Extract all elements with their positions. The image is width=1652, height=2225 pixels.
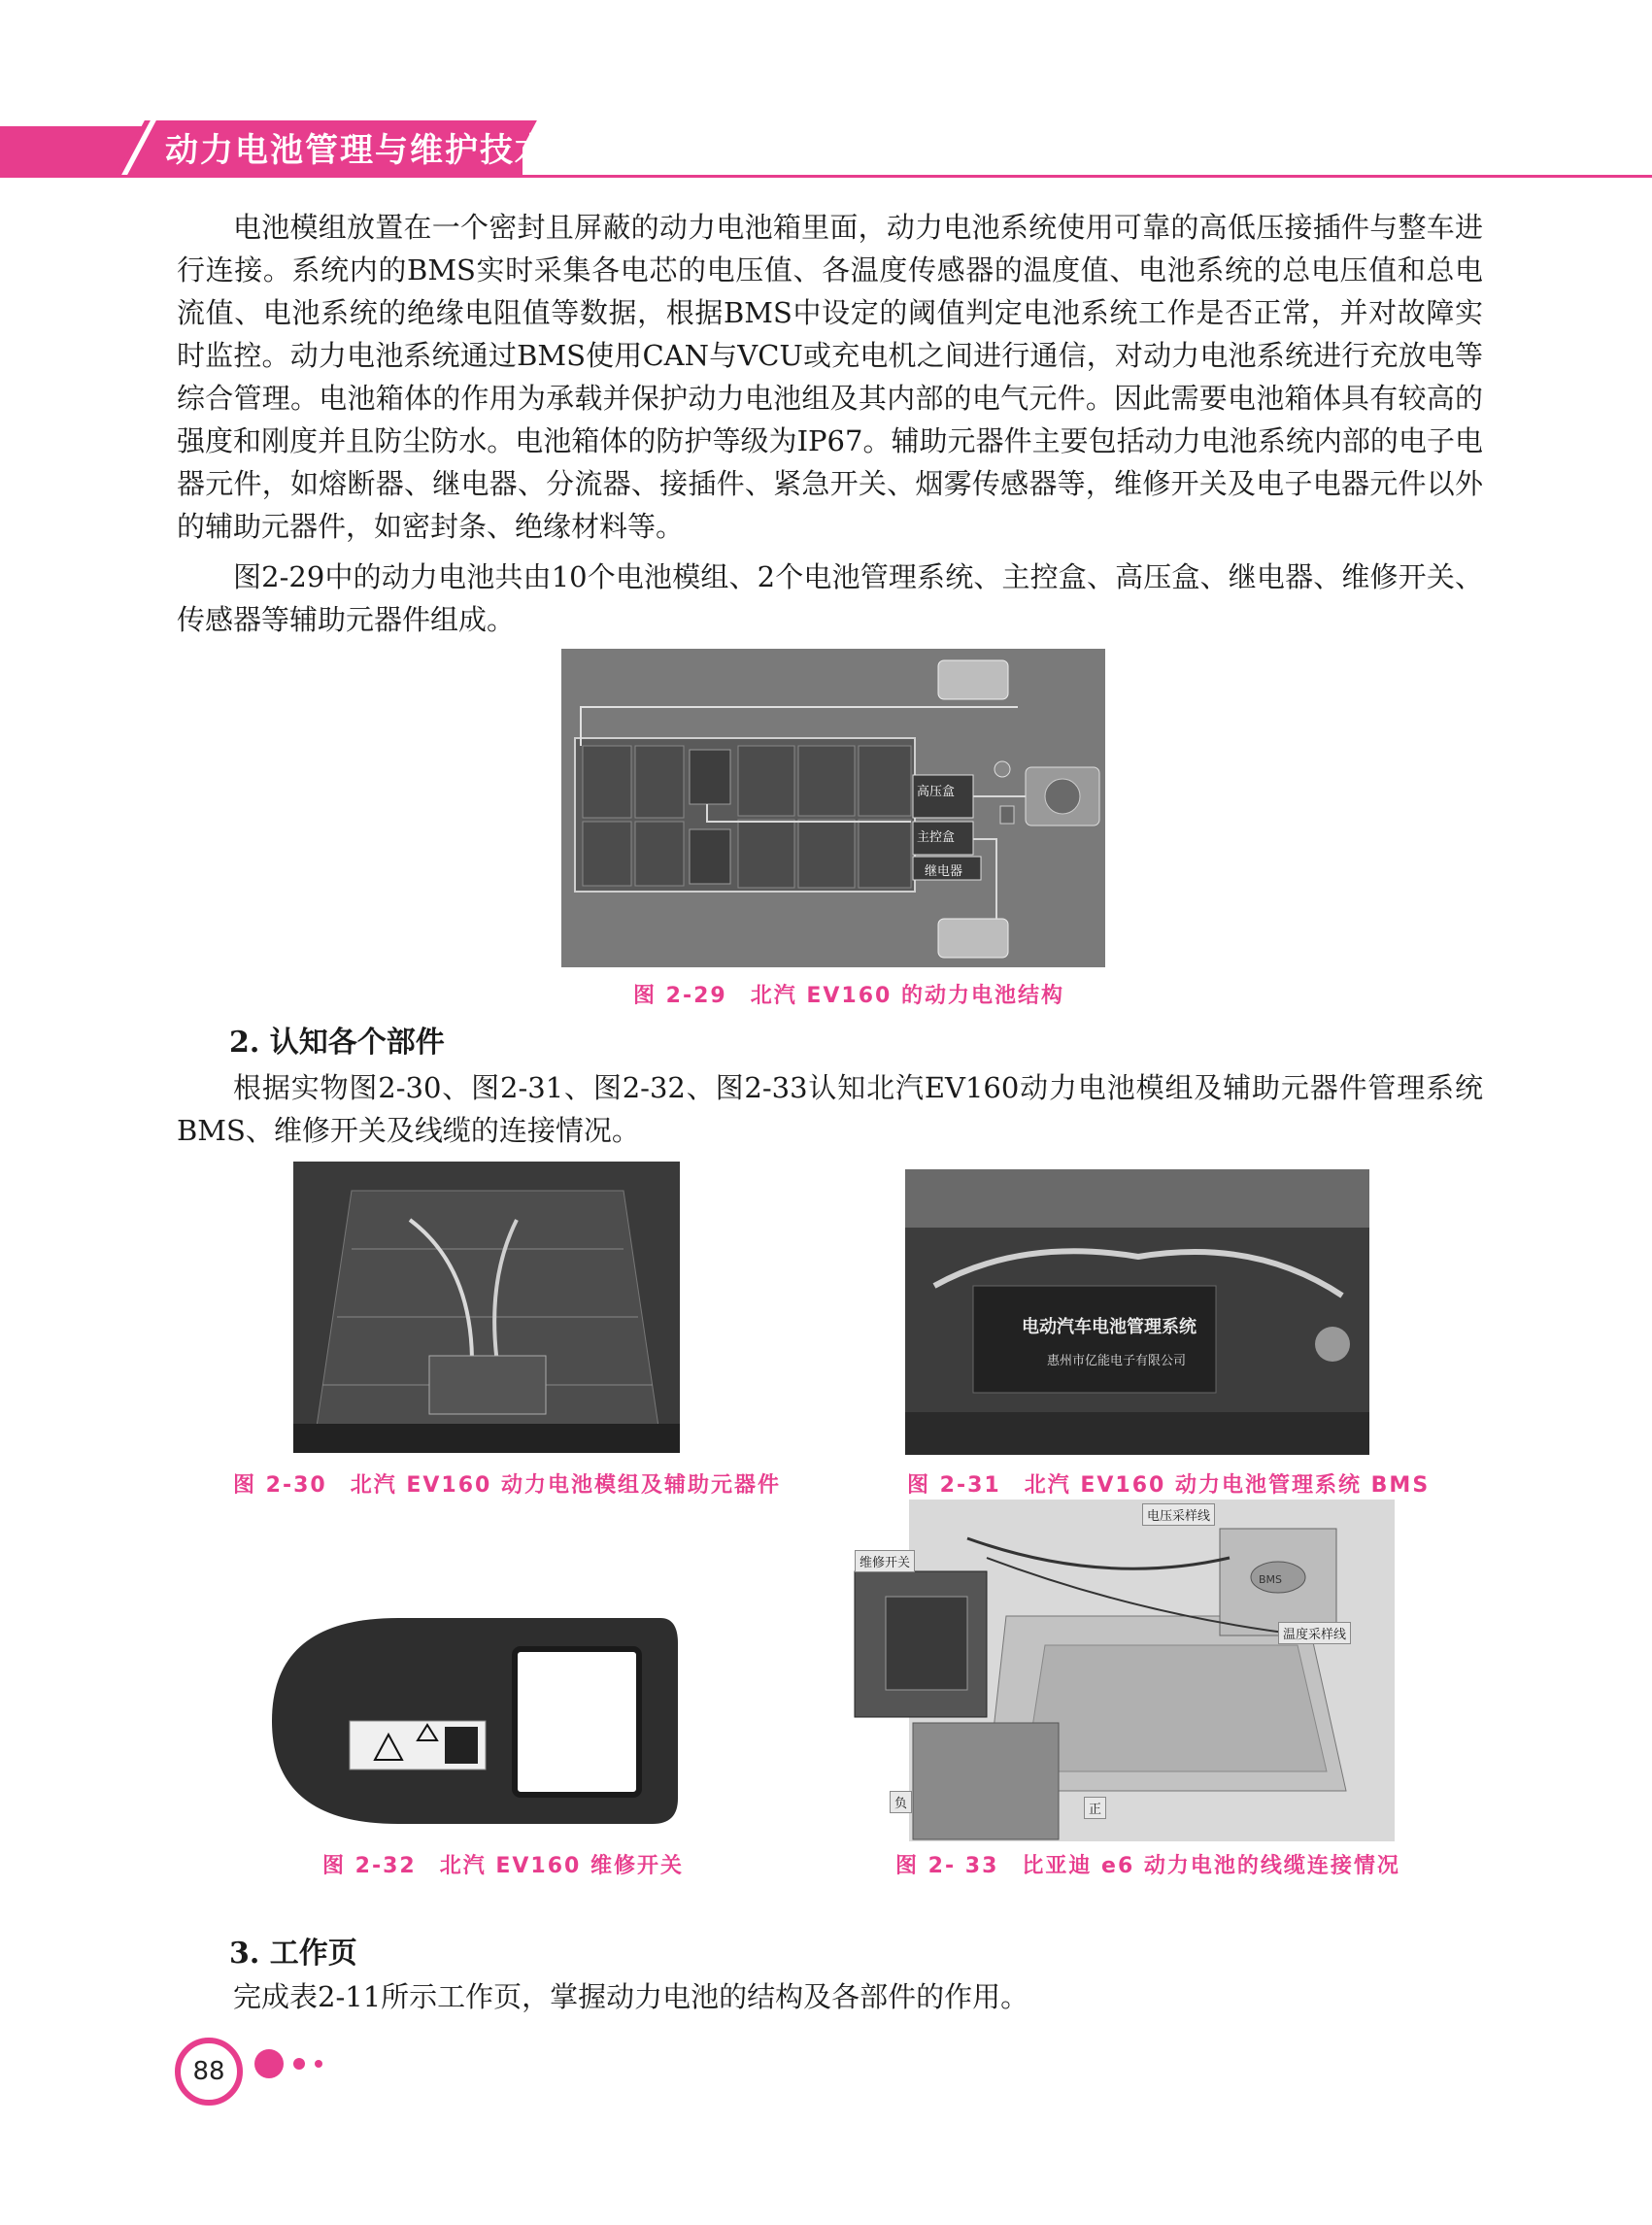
paragraph-worksheet: 完成表2-11所示工作页，掌握动力电池的结构及各部件的作用。 xyxy=(233,1980,1029,2013)
caption-figure-2-32: 图 2-32 北汽 EV160 维修开关 xyxy=(322,1854,685,1878)
figure-2-32-service-switch-photo xyxy=(272,1614,680,1828)
paragraph-battery-system: 电池模组放置在一个密封且屏蔽的动力电池箱里面，动力电池系统使用可靠的高低压接插件与整车进行连接。系统内的BMS实时采集各电芯的电压值、各温度传感器的温度值、电池系统的总电压值和总电流值、电池系统的绝缘电阻值等数据，根据BMS中设定的阈值判定电池系统工作是否正常，并对故障实时监控。动力电池系统通过BMS使用CAN与VCU或充电机之间进行通信，对动力电池系统进行充放电等综合管理。电池箱体的作用为承载并保护动力电池组及其内部的电气元件。因此需要电池箱体具有较高的强度和刚度并且防尘防水。电池箱体的防护等级为IP67。辅助元器件主要包括动力电池系统内部的电子电器元件，如熔断器、继电器、分流器、接插件、紧急开关、烟雾传感器等，维修开关及电子电器元件以外的辅助元器件，如密封条、绝缘材料等。 xyxy=(177,211,1483,543)
caption-figure-2-31: 图 2-31 北汽 EV160 动力电池管理系统 BMS xyxy=(907,1473,1431,1498)
decorative-dot-medium xyxy=(293,2058,305,2070)
label-main-control-box: 主控盒 xyxy=(917,830,956,845)
header-rule xyxy=(0,175,1652,178)
caption-figure-2-33: 图 2- 33 比亚迪 e6 动力电池的线缆连接情况 xyxy=(895,1854,1400,1878)
cable-connection-diagram xyxy=(851,1500,1395,1841)
battery-module-photo xyxy=(293,1162,680,1453)
decorative-dot-small xyxy=(315,2060,322,2068)
paragraph-components: 根据实物图2-30、图2-31、图2-32、图2-33认知北汽EV160动力电池模组及辅助元器件管理系统BMS、维修开关及线缆的连接情况。 xyxy=(177,1071,1483,1147)
battery-pack-diagram xyxy=(561,649,1105,967)
paragraph-figure-description: 图2-29中的动力电池共由10个电池模组、2个电池管理系统、主控盒、高压盒、继电器、维修开关、传感器等辅助元器件组成。 xyxy=(177,560,1483,636)
label-temperature-sampling-line: 温度采样线 xyxy=(1278,1622,1351,1644)
service-switch-image xyxy=(272,1614,680,1828)
figure-2-30-module-photo xyxy=(293,1162,680,1453)
label-hv-box: 高压盒 xyxy=(917,785,956,799)
figure-2-33-cable-connection-photo xyxy=(851,1500,1395,1841)
caption-figure-2-30: 图 2-30 北汽 EV160 动力电池模组及辅助元器件 xyxy=(233,1473,782,1498)
page-number: 88 xyxy=(175,2038,243,2106)
bms-label-title: 电动汽车电池管理系统 xyxy=(1022,1317,1197,1337)
section-heading-3: 3. 工作页 xyxy=(229,1937,357,1971)
label-negative: 负 xyxy=(890,1791,912,1813)
bms-label-maker: 惠州市亿能电子有限公司 xyxy=(1047,1354,1187,1368)
label-bms-module: BMS xyxy=(1259,1573,1283,1586)
caption-figure-2-29: 图 2-29 北汽 EV160 的动力电池结构 xyxy=(633,984,1065,1008)
figure-2-29-battery-structure xyxy=(561,649,1105,967)
bms-unit-photo xyxy=(905,1169,1369,1455)
decorative-dot-large xyxy=(254,2049,284,2078)
figure-2-31-bms-photo xyxy=(905,1169,1369,1455)
section-heading-2: 2. 认知各个部件 xyxy=(229,1026,445,1060)
label-service-switch: 维修开关 xyxy=(855,1550,915,1572)
book-title: 动力电池管理与维护技术 xyxy=(165,131,550,170)
label-relay: 继电器 xyxy=(925,864,963,879)
label-voltage-sampling-line: 电压采样线 xyxy=(1142,1503,1215,1526)
label-positive: 正 xyxy=(1084,1797,1106,1819)
